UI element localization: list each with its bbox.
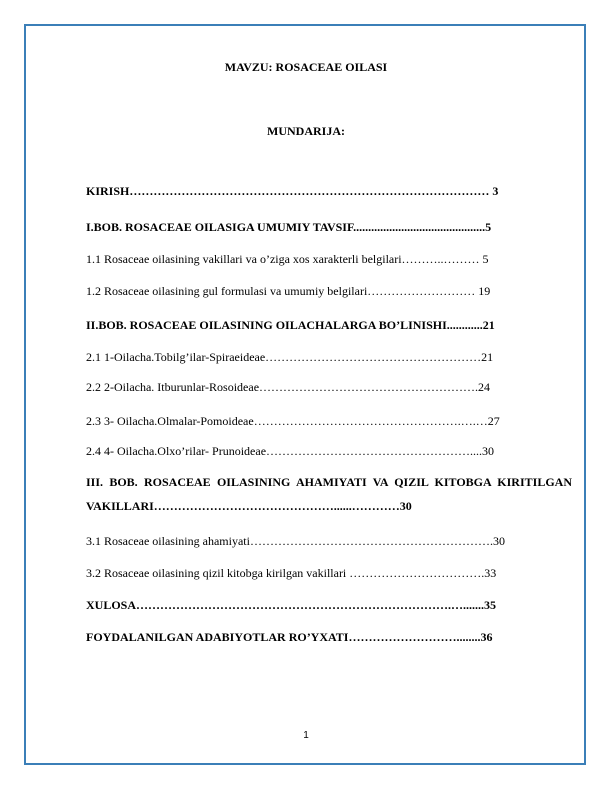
toc-entry-1-2: 1.2 Rosaceae oilasining gul formulasi va umumiy belgilari……………………… 19 bbox=[86, 284, 491, 298]
toc-entry-3-2: 3.2 Rosaceae oilasining qizil kitobga kirilgan vakillari …………………………….33 bbox=[86, 566, 497, 580]
document-title: MAVZU: ROSACEAE OILASI bbox=[224, 60, 388, 74]
toc-entry-chapter-2: II.BOB. ROSACEAE OILASINING OILACHALARGA BO’LINISHI............21 bbox=[86, 318, 495, 332]
toc-entry-2-3: 2.3 3- Oilacha.Olmalar-Pomoideae…………………………………………….….…27 bbox=[86, 414, 500, 428]
page-number: 1 bbox=[303, 730, 309, 741]
toc-entry-2-2: 2.2 2-Oilacha. Itburunlar-Rosoideae……………………………………………….24 bbox=[86, 380, 491, 394]
toc-entry-2-1: 2.1 1-Oilacha.Tobilg’ilar-Spiraeideae………………………………………………21 bbox=[86, 350, 494, 364]
toc-entry-3-1: 3.1 Rosaceae oilasining ahamiyati…………………………………………………….30 bbox=[86, 534, 505, 548]
toc-entry-bibliography: FOYDALANILGAN ADABIYOTLAR RO’YXATI………………………........36 bbox=[86, 630, 493, 644]
toc-entry-2-4: 2.4 4- Oilacha.Olxo’rilar- Prunoideae……………………………………………....30 bbox=[86, 444, 495, 458]
toc-entry-xulosa: XULOSA…………………………………………………………………….….......35 bbox=[86, 598, 497, 612]
toc-entry-chapter-1: I.BOB. ROSACEAE OILASIGA UMUMIY TAVSIF............................................5 bbox=[86, 220, 492, 234]
toc-heading: MUNDARIJA: bbox=[267, 124, 345, 138]
toc-entry-1-1: 1.1 Rosaceae oilasining vakillari va o’ziga xos xarakterli belgilari………..……… 5 bbox=[86, 252, 489, 266]
toc-entry-kirish: KIRISH……………………………………………………………………………… 3 bbox=[86, 184, 499, 198]
toc-entry-chapter-3: III. BOB. ROSACEAE OILASINING AHAMIYATI VA QIZIL KITOBGA KIRITILGAN VAKILLARI………………………………………......…………30 bbox=[86, 475, 572, 513]
